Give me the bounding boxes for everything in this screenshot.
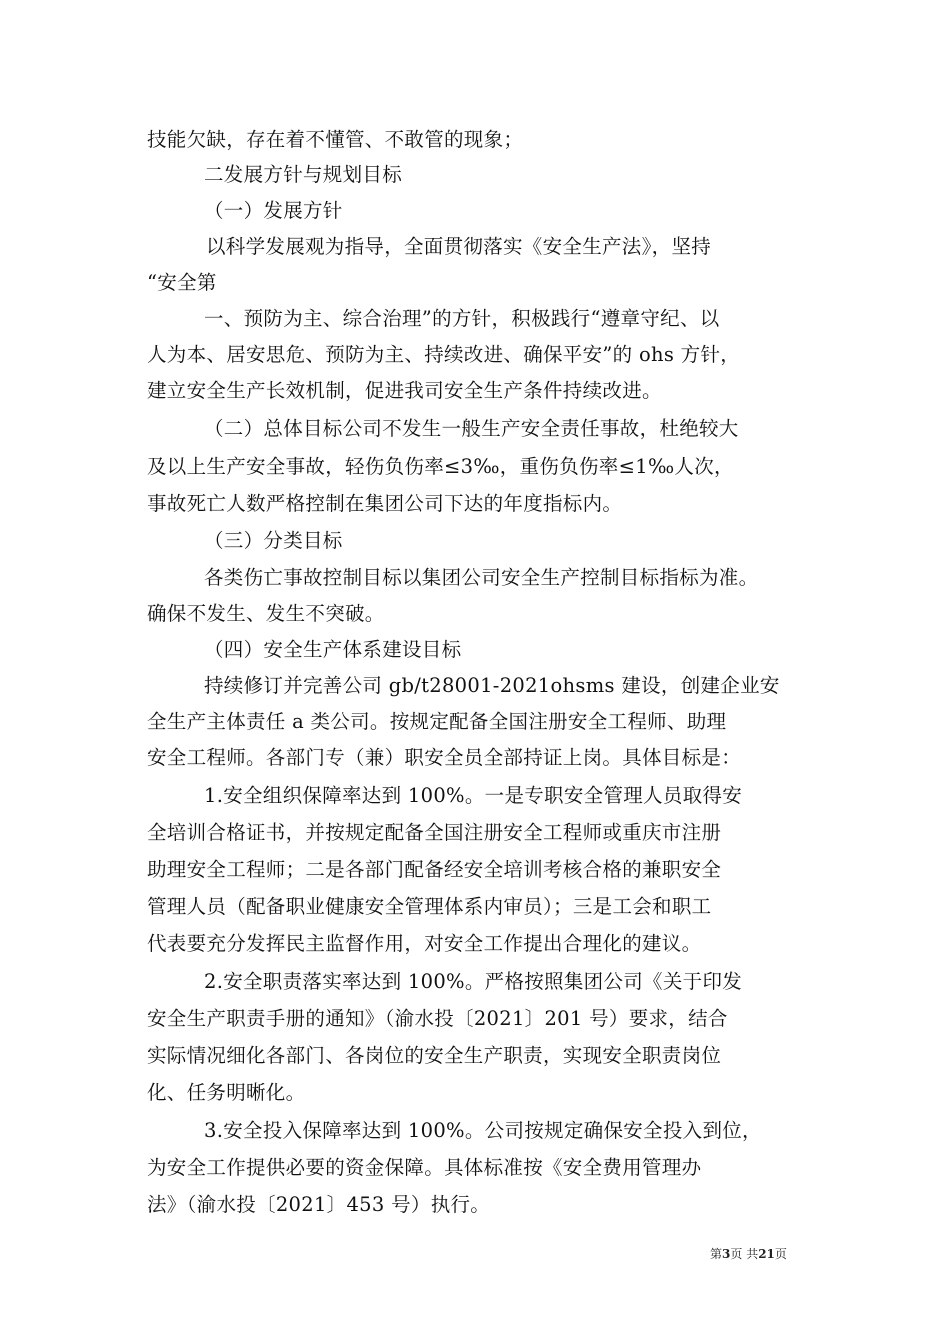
paragraph-line: 建立安全生产长效机制，促进我司安全生产条件持续改进。 (147, 379, 662, 402)
paragraph-line: 全培训合格证书，并按规定配备全国注册安全工程师或重庆市注册 (147, 821, 722, 844)
paragraph-line: 安全工程师。各部门专（兼）职安全员全部持证上岗。具体目标是： (147, 746, 742, 769)
subsection-heading: （一）发展方针 (204, 199, 343, 222)
paragraph-line: 一、预防为主、综合治理”的方针，积极践行“遵章守纪、以 (204, 307, 720, 330)
paragraph-line: 持续修订并完善公司 gb/t28001-2021ohsms 建设，创建企业安 (204, 674, 780, 697)
paragraph-line: “安全第 (147, 271, 217, 294)
paragraph-line: 法》（渝水投〔2021〕453 号）执行。 (147, 1193, 491, 1216)
paragraph-line: 技能欠缺，存在着不懂管、不敢管的现象； (147, 128, 524, 151)
paragraph-line: 人为本、居安思危、预防为主、持续改进、确保平安”的 ohs 方针， (147, 343, 741, 366)
current-page-number: 3 (722, 1247, 731, 1261)
paragraph-line: 代表要充分发挥民主监督作用，对安全工作提出合理化的建议。 (147, 932, 702, 955)
paragraph-line: 助理安全工程师；二是各部门配备经安全培训考核合格的兼职安全 (147, 858, 722, 881)
page-suffix: 页 (774, 1247, 787, 1261)
paragraph-line: 事故死亡人数严格控制在集团公司下达的年度指标内。 (147, 492, 623, 515)
subsection-heading: （四）安全生产体系建设目标 (204, 638, 462, 661)
page-number-footer (710, 1246, 787, 1262)
total-pages-number: 21 (758, 1247, 775, 1261)
section-heading: 二发展方针与规划目标 (204, 163, 403, 186)
paragraph-line: 各类伤亡事故控制目标以集团公司安全生产控制目标指标为准。 (204, 566, 759, 589)
paragraph-line: 管理人员（配备职业健康安全管理体系内审员）；三是工会和职工 (147, 895, 712, 918)
paragraph-line: 以科学发展观为指导，全面贯彻落实《安全生产法》，坚持 (206, 235, 712, 258)
paragraph-line: 为安全工作提供必要的资金保障。具体标准按《安全费用管理办 (147, 1156, 702, 1179)
paragraph-line: （二）总体目标公司不发生一般生产安全责任事故，杜绝较大 (204, 417, 739, 440)
paragraph-line: 全生产主体责任 a 类公司。按规定配备全国注册安全工程师、助理 (147, 710, 727, 733)
paragraph-line: 确保不发生、发生不突破。 (147, 602, 385, 625)
paragraph-line: 安全生产职责手册的通知》（渝水投〔2021〕201 号）要求，结合 (147, 1007, 728, 1030)
paragraph-line: 及以上生产安全事故，轻伤负伤率≤3‰，重伤负伤率≤1‰人次， (147, 455, 734, 478)
paragraph-line: 2.安全职责落实率达到 100%。严格按照集团公司《关于印发 (204, 970, 743, 993)
page-prefix: 第 (710, 1247, 723, 1261)
page-middle: 页 共 (730, 1247, 759, 1261)
paragraph-line: 3.安全投入保障率达到 100%。公司按规定确保安全投入到位， (204, 1119, 762, 1142)
subsection-heading: （三）分类目标 (204, 529, 343, 552)
paragraph-line: 实际情况细化各部门、各岗位的安全生产职责，实现安全职责岗位 (147, 1044, 722, 1067)
paragraph-line: 化、任务明晰化。 (147, 1081, 306, 1104)
paragraph-line: 1.安全组织保障率达到 100%。一是专职安全管理人员取得安 (204, 784, 743, 807)
